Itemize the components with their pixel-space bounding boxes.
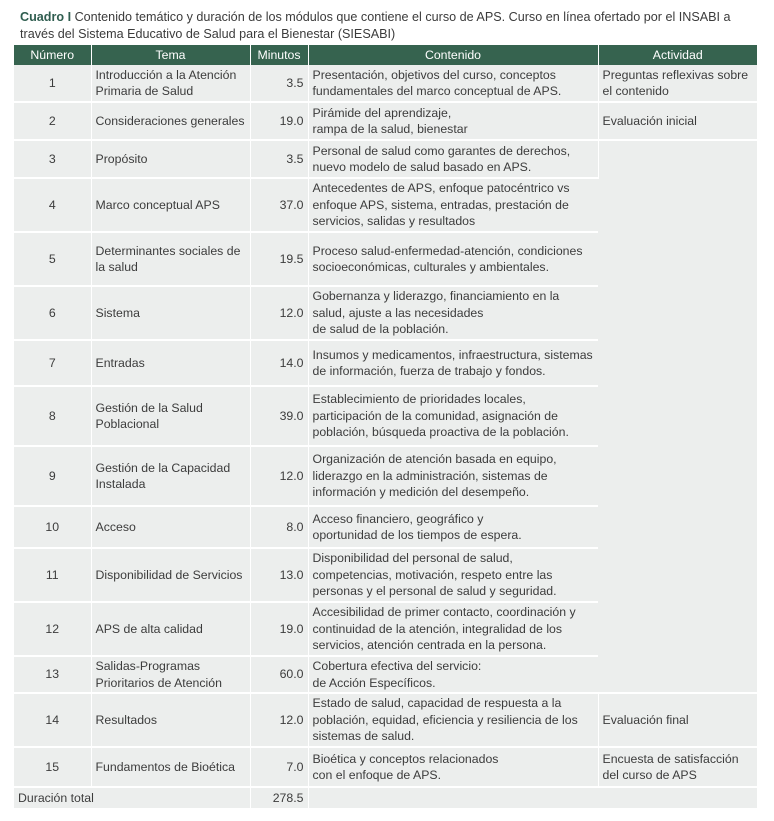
row-number: 5 (14, 232, 91, 286)
row-minutos: 60.0 (250, 656, 308, 693)
row-contenido: Presentación, objetivos del curso, conceptos fundamentales del marco conceptual de APS. (308, 65, 598, 102)
row-contenido: Estado de salud, capacidad de respuesta a la población, equidad, eficiencia y resiliencia de los sistemas de salud. (308, 693, 598, 747)
row-tema: Resultados (91, 693, 250, 747)
row-number: 8 (14, 386, 91, 446)
row-number: 12 (14, 602, 91, 656)
row-contenido: Cobertura efectiva del servicio: de Acción Específicos. (308, 656, 598, 693)
table-caption (20, 9, 760, 43)
header-row (14, 45, 757, 65)
header-contenido: Contenido (308, 45, 598, 65)
row-number: 9 (14, 446, 91, 506)
row-minutos: 12.0 (250, 286, 308, 340)
row-minutos: 8.0 (250, 506, 308, 548)
row-minutos: 37.0 (250, 178, 308, 232)
table-row (14, 65, 757, 102)
row-number: 7 (14, 340, 91, 386)
row-tema: Gestión de la Salud Poblacional (91, 386, 250, 446)
header-actividad: Actividad (598, 45, 757, 65)
row-number: 13 (14, 656, 91, 693)
row-minutos: 12.0 (250, 693, 308, 747)
row-contenido: Organización de atención basada en equipo, liderazgo en la administración, sistemas de información y medición del desempeño. (308, 446, 598, 506)
row-contenido: Antecedentes de APS, enfoque patocéntrico vs enfoque APS, sistema, entradas, prestación de servicios, salidas y resultados (308, 178, 598, 232)
row-number: 10 (14, 506, 91, 548)
total-minutos: 278.5 (250, 787, 308, 809)
row-tema: Consideraciones generales (91, 102, 250, 140)
total-row (14, 787, 757, 809)
row-contenido: Gobernanza y liderazgo, financiamiento en la salud, ajuste a las necesidades de salud de la población. (308, 286, 598, 340)
modules-table (14, 45, 757, 810)
row-number: 11 (14, 548, 91, 602)
row-minutos: 12.0 (250, 446, 308, 506)
header-minutos: Minutos (250, 45, 308, 65)
row-tema: Fundamentos de Bioética (91, 747, 250, 787)
total-empty (308, 787, 757, 809)
row-minutos: 19.0 (250, 102, 308, 140)
row-contenido: Personal de salud como garantes de derechos, nuevo modelo de salud basado en APS. (308, 140, 598, 178)
row-actividad: Evaluación inicial (598, 102, 757, 140)
table-row (14, 693, 757, 747)
row-number: 6 (14, 286, 91, 340)
row-actividad: Encuesta de satisfacción del curso de APS (598, 747, 757, 787)
table-body (14, 65, 757, 809)
row-tema: Acceso (91, 506, 250, 548)
table-row (14, 747, 757, 787)
row-minutos: 3.5 (250, 140, 308, 178)
row-tema: Gestión de la Capacidad Instalada (91, 446, 250, 506)
row-number: 4 (14, 178, 91, 232)
row-tema: Propósito (91, 140, 250, 178)
row-contenido: Bioética y conceptos relacionados con el enfoque de APS. (308, 747, 598, 787)
total-label: Duración total (14, 787, 250, 809)
row-minutos: 19.5 (250, 232, 308, 286)
row-contenido: Insumos y medicamentos, infraestructura, sistemas de información, fuerza de trabajo y fondos. (308, 340, 598, 386)
row-actividad: Evaluación final (598, 693, 757, 747)
row-number: 1 (14, 65, 91, 102)
row-minutos: 7.0 (250, 747, 308, 787)
row-actividad-empty (598, 140, 757, 693)
row-minutos: 14.0 (250, 340, 308, 386)
row-minutos: 19.0 (250, 602, 308, 656)
row-tema: Salidas-Programas Prioritarios de Atención (91, 656, 250, 693)
row-tema: Disponibilidad de Servicios (91, 548, 250, 602)
header-numero: Número (14, 45, 91, 65)
caption-text: Contenido temático y duración de los módulos que contiene el curso de APS. Curso en línea ofertado por el INSABI a través del Sistema Educativo de Salud para el Bienestar (SIESABI) (20, 10, 731, 41)
row-tema: Introducción a la Atención Primaria de Salud (91, 65, 250, 102)
caption-label: Cuadro I (20, 10, 72, 24)
header-tema: Tema (91, 45, 250, 65)
row-number: 3 (14, 140, 91, 178)
row-contenido: Acceso financiero, geográfico y oportunidad de los tiempos de espera. (308, 506, 598, 548)
row-tema: Sistema (91, 286, 250, 340)
row-minutos: 3.5 (250, 65, 308, 102)
row-contenido: Establecimiento de prioridades locales, participación de la comunidad, asignación de población, búsqueda proactiva de la población. (308, 386, 598, 446)
row-number: 15 (14, 747, 91, 787)
row-minutos: 39.0 (250, 386, 308, 446)
row-tema: Determinantes sociales de la salud (91, 232, 250, 286)
row-tema: Entradas (91, 340, 250, 386)
row-contenido: Disponibilidad del personal de salud, competencias, motivación, respeto entre las personas y el personal de salud y seguridad. (308, 548, 598, 602)
row-contenido: Proceso salud-enfermedad-atención, condiciones socioeconómicas, culturales y ambientales. (308, 232, 598, 286)
row-contenido: Accesibilidad de primer contacto, coordinación y continuidad de la atención, integralidad de los servicios, atención centrada en la persona. (308, 602, 598, 656)
table-row (14, 102, 757, 140)
table-row (14, 140, 757, 178)
row-number: 2 (14, 102, 91, 140)
row-tema: Marco conceptual APS (91, 178, 250, 232)
row-contenido: Pirámide del aprendizaje, rampa de la salud, bienestar (308, 102, 598, 140)
row-number: 14 (14, 693, 91, 747)
row-minutos: 13.0 (250, 548, 308, 602)
row-actividad: Preguntas reflexivas sobre el contenido (598, 65, 757, 102)
row-tema: APS de alta calidad (91, 602, 250, 656)
